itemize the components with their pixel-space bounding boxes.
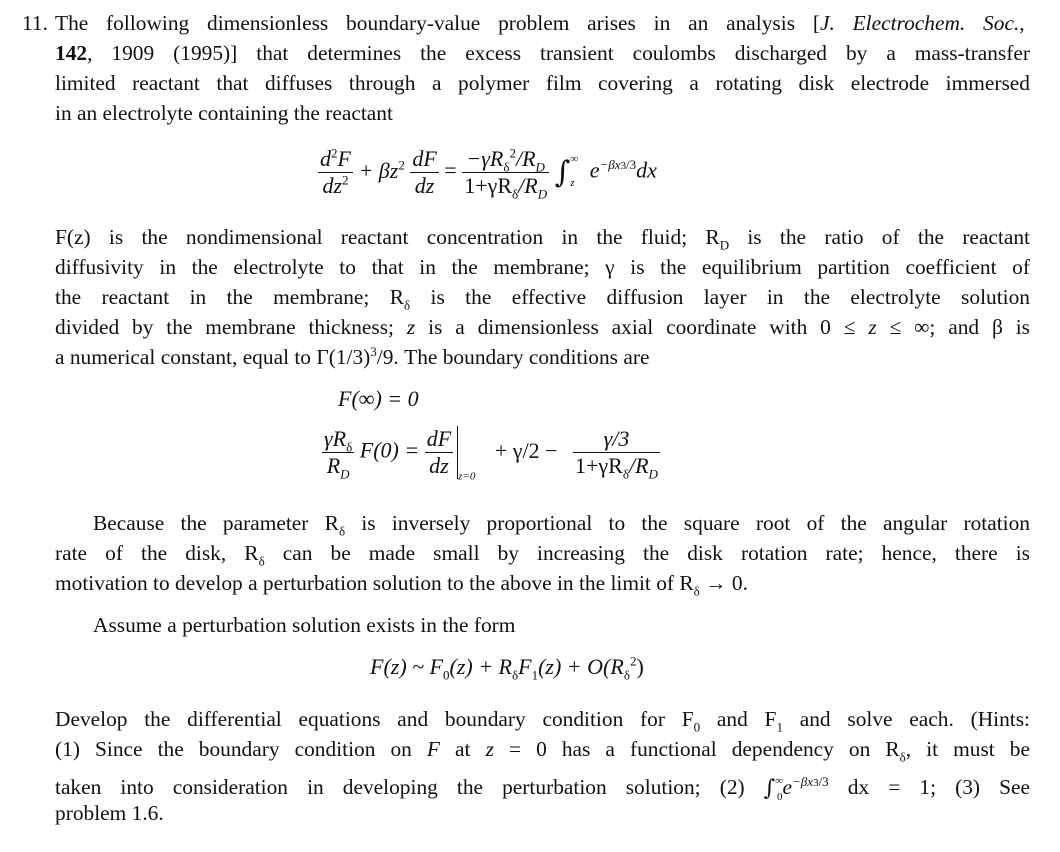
first-derivative: $\frac{dF}{dz}$ xyxy=(412,146,437,198)
assume-line: Assume a perturbation solution exists in the form xyxy=(93,613,516,637)
variables-paragraph: F(z) is the nondimensional reactant concentration in the fluid; $R_D$ is the ratio of the reactant diffusivity in the electrolyte to that in the membrane; γ is the equilibrium partition coefficient of the reactant in the membrane; $R_\delta$ is the effective diffusion layer in the electrolyte solution divided by the membrane thickness; z is a dimensionless axial coordinate with 0 ≤ z ≤ ∞; and β is a numerical constant, equal to $\Gamma(1/3)^3/9$. The boundary conditions are xyxy=(55,225,1030,369)
bc-rhs-ratio: $\frac{\gamma/3}{1+\gamma R_\delta/R_D}$ xyxy=(575,426,658,482)
integral-sign: ∫ xyxy=(554,155,571,190)
bc-lhs-ratio: $\frac{\gamma R_\delta}{R_D}$ xyxy=(324,426,353,482)
perturbation-expansion: F(z) ~ $F_0(z) + R_\delta F_1(z) + O(R_\delta^2)$ xyxy=(370,653,644,683)
bc-derivative: $\frac{dF}{dz}$ xyxy=(425,426,458,479)
hint-integral: ∫ xyxy=(763,776,776,802)
because-paragraph: Because the parameter $R_\delta$ is inversely proportional to the square root of the angular rotation rate of the disk, $R_\delta$ can be made small by increasing the disk rotation rate; hence, there is motivation to develop a perturbation solution to the above in the limit of $R_\delta \to 0$. xyxy=(55,511,1030,599)
second-derivative: $\frac{d^2F}{dz^2}$ xyxy=(320,145,351,198)
ode-equation: $\frac{d^2F}{dz^2}$ + $\beta z^2$ $\frac{dF}{dz}$ = $\frac{-\gamma R_\delta^2/R_D}{1+\gamma R_\delta/R_D}$ ∫ ∞ z $e^{-\beta x3/3}dx$ xyxy=(320,145,657,202)
boundary-condition-zero: $\frac{\gamma R_\delta}{R_D}$ F(0) = $\frac{dF}{dz}$ $_{z=0}$ + γ/2 − $\frac{\gamma/3}{1+\gamma R_\delta/R_D}$ xyxy=(324,426,658,483)
intro-paragraph: The following dimensionless boundary-value problem arises in an analysis [J. Electrochem. Soc., 142, 1909 (1995)] that determines the excess transient coulombs discharged by a mass-transfer limited reactant that diffuses through a polymer film covering a rotating disk electrode immersed in an electrolyte containing the reactant xyxy=(55,11,1030,125)
develop-paragraph: Develop the differential equations and boundary condition for $F_0$ and $F_1$ and solve each. (Hints: (1) Since the boundary condition on F at z = 0 has a functional dependency on $R_\delta$, it must be taken into consideration in developing the perturbation solution; (2) $\int^\infty_0e^{-\beta x3/3}$ dx = 1; (3) See problem 1.6. xyxy=(55,707,1030,825)
boundary-condition-infinity: F(∞) = 0 xyxy=(338,386,419,411)
problem-number: 11. xyxy=(22,11,48,35)
ode-coefficient: $\frac{-\gamma R_\delta^2/R_D}{1+\gamma R_\delta/R_D}$ xyxy=(464,145,548,202)
